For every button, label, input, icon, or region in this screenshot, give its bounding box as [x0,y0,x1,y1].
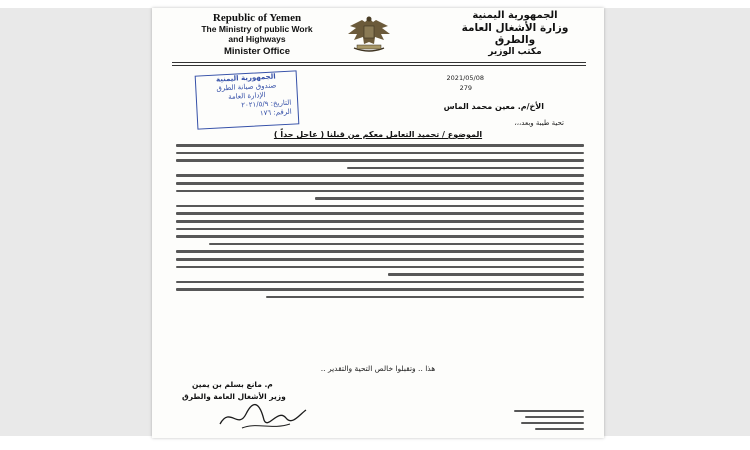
body-paragraph [176,228,584,246]
stamp-date-value: ٢٠٢١/٥/٩ [241,99,269,110]
copy-to-list [514,410,584,434]
subject-text: الموضوع / تجميد التعامل معكم من قبلنا ( عاجل جداً ) [273,130,483,139]
en-office: Minister Office [224,46,290,57]
stamp-num-label: الرقم [275,107,292,117]
ar-country: الجمهورية اليمنية [472,10,558,21]
body-paragraph [176,281,584,299]
letter-body [176,144,584,303]
arabic-letterhead [440,10,590,57]
letter-date: 2021/05/08 [446,74,484,82]
letter-document [152,8,604,438]
closing-line: هذا .. وتقبلوا خالص التحية والتقدير .. [320,364,436,373]
body-paragraph [176,174,584,199]
signatory-name: م. مانع بسلم بن يمين [192,380,273,389]
signatory-title: وزير الأشغال العامة والطرق [182,392,286,401]
letter-ref: 279 [459,84,472,92]
bottom-frame [0,436,750,450]
stamp-date-row: التاريخ: ٢٠٢١/٥/٩ [241,98,292,110]
eagle-emblem-icon [344,12,394,56]
received-stamp [195,70,300,129]
body-paragraph [176,250,584,275]
handwritten-signature-icon [212,400,312,434]
body-paragraph [176,205,584,223]
header-divider [172,62,586,63]
stamp-number-row: الرقم: ١٧٦ [259,107,292,118]
stamp-country: الجمهورية اليمنية [215,72,276,84]
stamp-date-label: التاريخ [272,98,292,108]
en-ministry: The Ministry of public Work [201,24,313,34]
ar-office: مكتب الوزير [488,47,542,57]
recipient-line: الأخ/م. معين محمد الماس [443,102,544,111]
en-country: Republic of Yemen [212,12,302,24]
greeting-line: تحية طيبة وبعد،،، [514,119,564,127]
stamp-dept: الإدارة العامة [227,91,266,101]
top-frame [0,0,750,8]
header-divider-thin [172,65,586,66]
body-paragraph [176,144,584,169]
en-ministry-2: and Highways [228,34,286,44]
subject-line [152,130,604,139]
stamp-fund: صندوق صيانة الطرق [216,81,277,93]
ar-ministry: وزارة الأشغال العامة والطرق [461,22,569,46]
stamp-num-value: ١٧٦ [259,108,272,118]
english-letterhead [182,12,332,57]
